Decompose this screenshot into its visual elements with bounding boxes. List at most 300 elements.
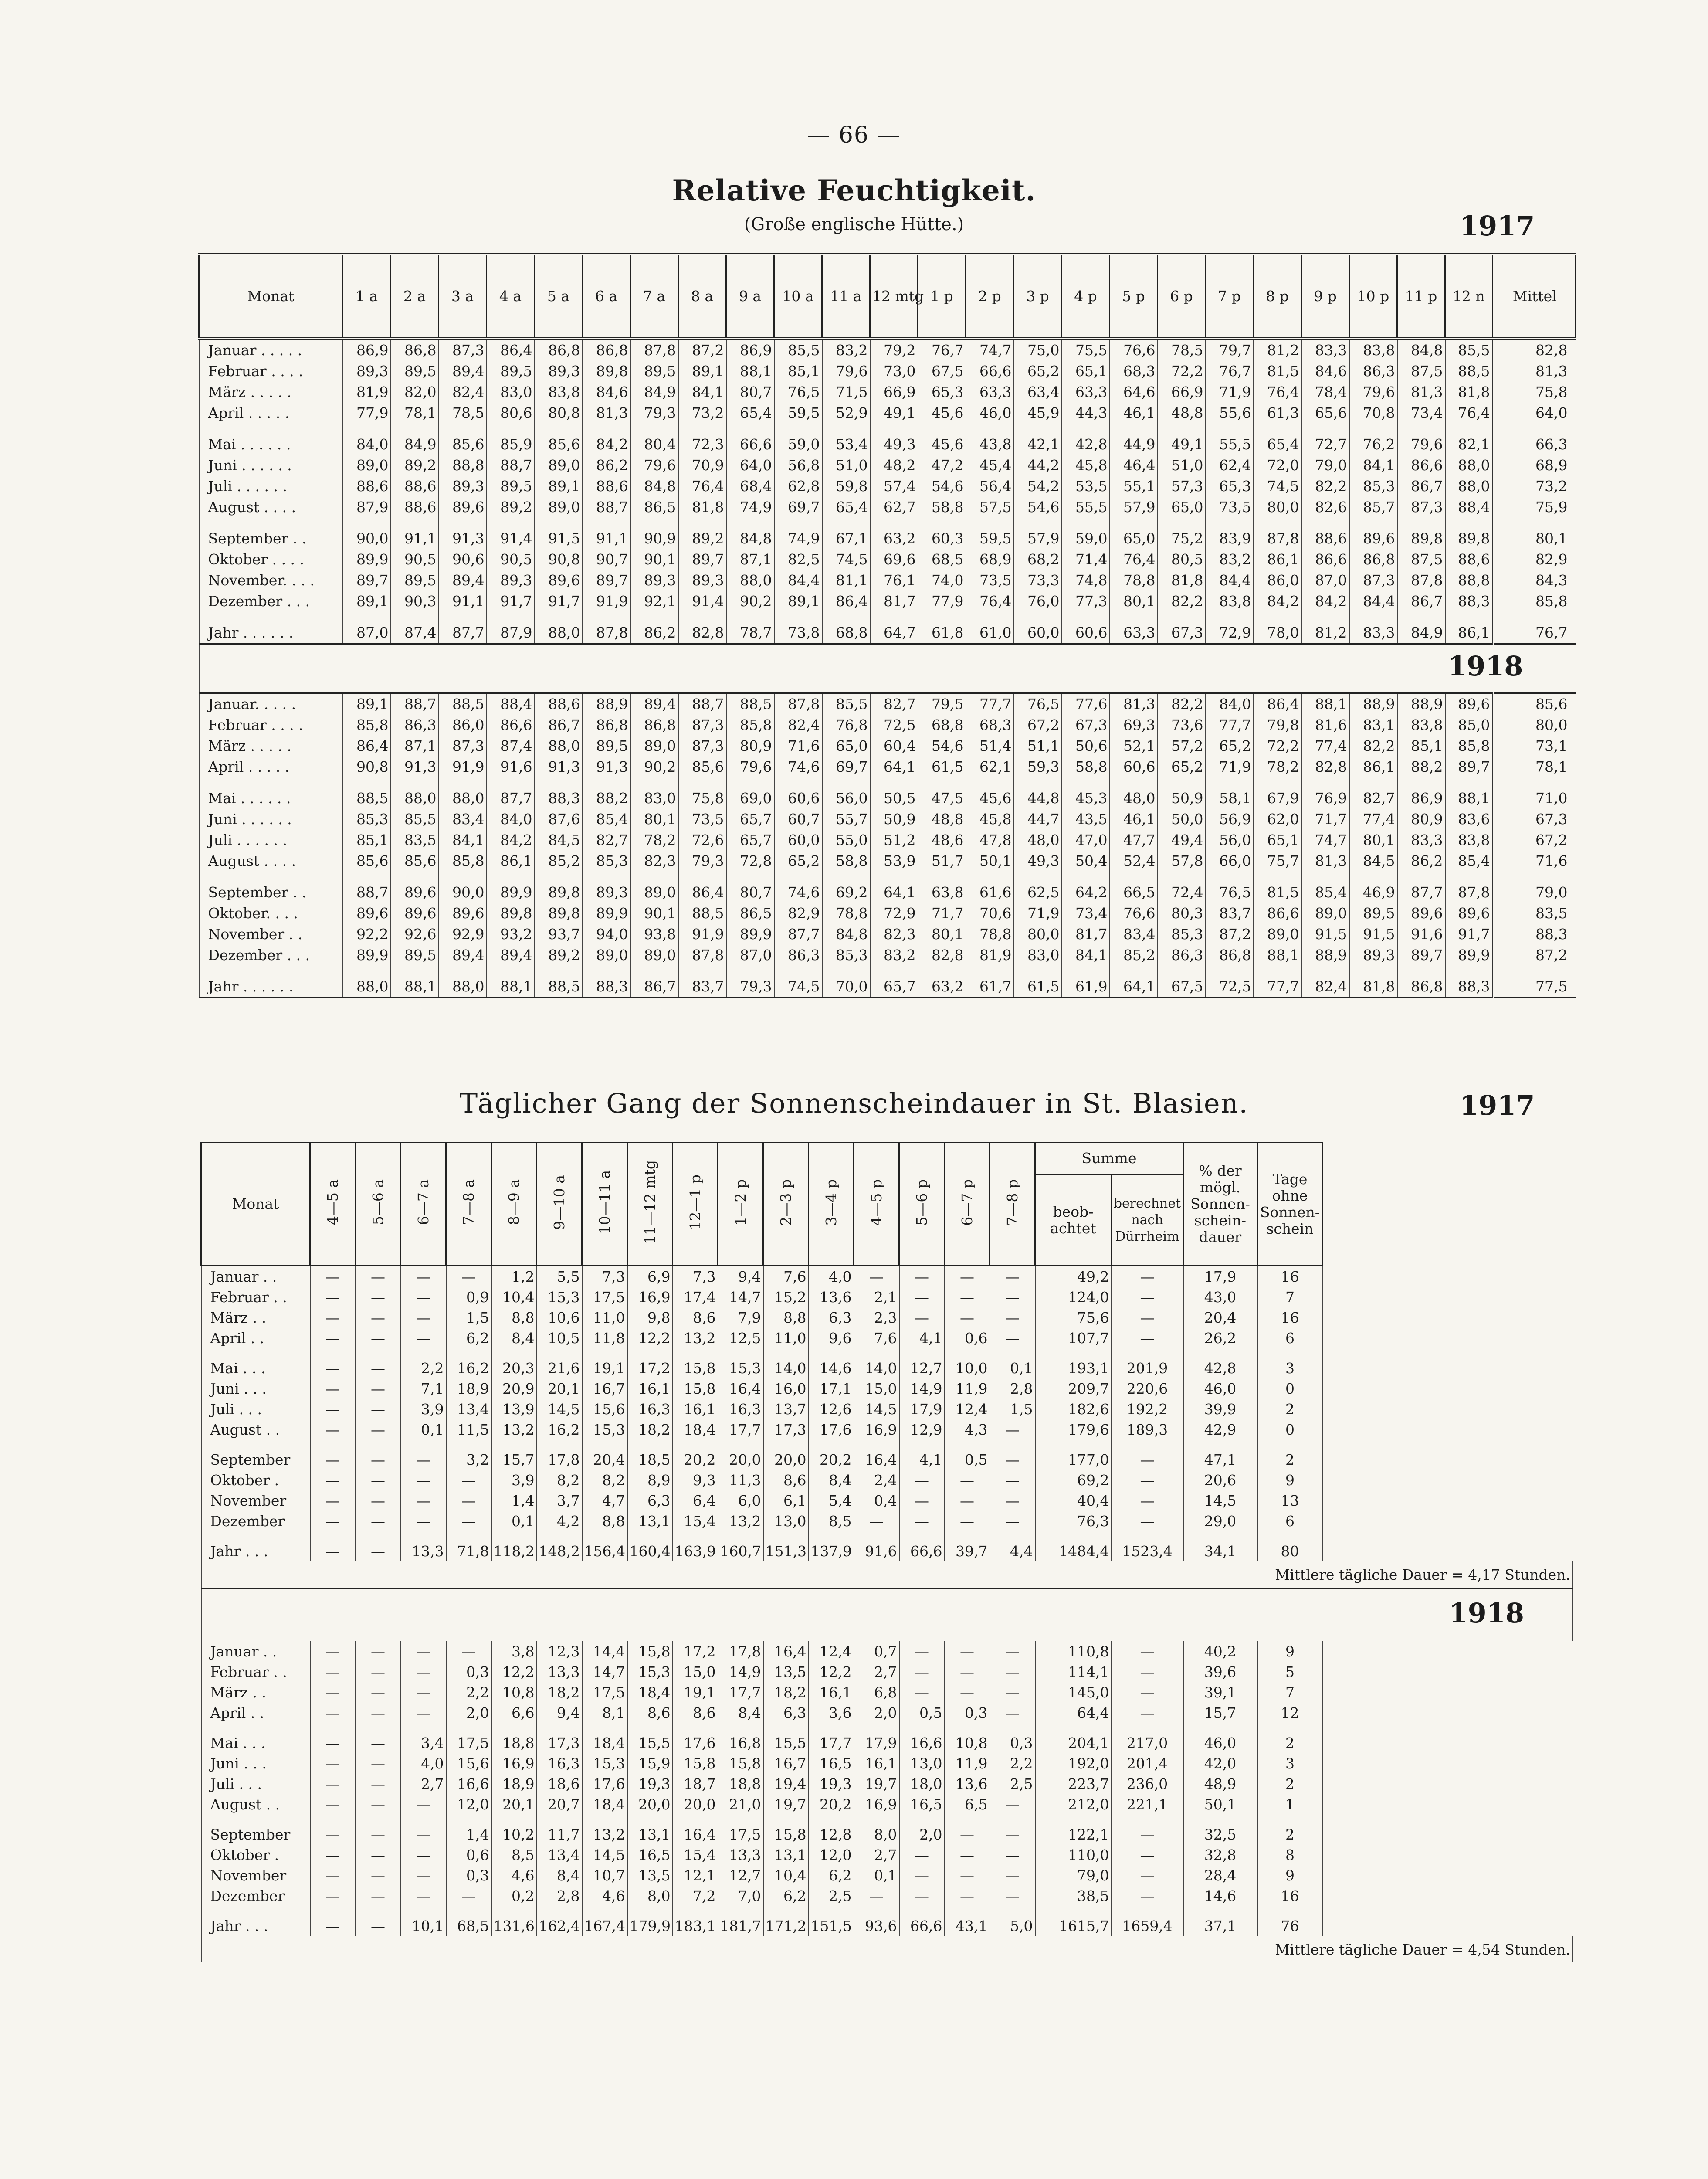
value-cell: 89,3 bbox=[487, 570, 535, 591]
value-cell: 16,9 bbox=[854, 1419, 899, 1440]
value-cell: 74,5 bbox=[822, 549, 870, 570]
value-cell: — bbox=[356, 1703, 401, 1723]
value-cell: 83,8 bbox=[1349, 339, 1397, 361]
value-cell: 90,5 bbox=[391, 549, 439, 570]
value-cell: 44,2 bbox=[1014, 455, 1062, 476]
value-cell: 16,7 bbox=[763, 1753, 809, 1774]
row-month-label: Dezember bbox=[201, 1511, 310, 1531]
value-cell: 15,8 bbox=[718, 1753, 763, 1774]
value-cell: — bbox=[401, 1440, 446, 1470]
mean-cell: 80,1 bbox=[1493, 518, 1576, 549]
observed-cell: 79,0 bbox=[1035, 1865, 1112, 1886]
value-cell: 85,5 bbox=[774, 339, 822, 361]
mean-cell: 73,2 bbox=[1493, 476, 1576, 497]
col-header-interval-label: 12—1 p bbox=[686, 1174, 704, 1230]
table-row bbox=[201, 1266, 1573, 1287]
value-cell: 78,7 bbox=[726, 612, 774, 644]
value-cell: 88,1 bbox=[1254, 945, 1301, 966]
value-cell: 8,4 bbox=[537, 1865, 582, 1886]
value-cell: 89,3 bbox=[1349, 945, 1397, 966]
value-cell: 19,4 bbox=[763, 1774, 809, 1794]
value-cell: 88,1 bbox=[1445, 777, 1493, 809]
value-cell: — bbox=[356, 1865, 401, 1886]
value-cell: 13,2 bbox=[718, 1511, 763, 1531]
value-cell: 89,6 bbox=[535, 570, 583, 591]
value-cell: 91,1 bbox=[439, 591, 487, 612]
col-header-hour: 11 a bbox=[822, 254, 870, 339]
value-cell: 84,4 bbox=[774, 570, 822, 591]
days-cell: 2 bbox=[1257, 1774, 1323, 1794]
table-row bbox=[199, 924, 1576, 945]
value-cell: 7,2 bbox=[673, 1886, 718, 1906]
percent-cell: 47,1 bbox=[1183, 1440, 1257, 1470]
value-cell: 18,2 bbox=[763, 1682, 809, 1703]
value-cell: 55,7 bbox=[822, 809, 870, 830]
value-cell: 58,8 bbox=[1062, 757, 1110, 777]
value-cell: 171,2 bbox=[763, 1906, 809, 1936]
value-cell: 87,4 bbox=[487, 736, 535, 757]
value-cell: 5,5 bbox=[537, 1266, 582, 1287]
row-month-label: November bbox=[201, 1490, 310, 1511]
value-cell: 88,0 bbox=[1445, 455, 1493, 476]
table-row bbox=[201, 1753, 1573, 1774]
computed-cell: 217,0 bbox=[1112, 1723, 1183, 1753]
value-cell: — bbox=[310, 1378, 356, 1399]
value-cell: 60,0 bbox=[774, 830, 822, 851]
value-cell: — bbox=[990, 1662, 1035, 1682]
value-cell: — bbox=[401, 1511, 446, 1531]
value-cell: 90,2 bbox=[630, 757, 678, 777]
value-cell: 86,2 bbox=[583, 455, 630, 476]
value-cell: 64,1 bbox=[870, 872, 918, 903]
value-cell: 45,4 bbox=[966, 455, 1014, 476]
observed-cell: 192,0 bbox=[1035, 1753, 1112, 1774]
value-cell: 72,2 bbox=[1158, 361, 1206, 382]
row-month-label: September bbox=[201, 1815, 310, 1845]
row-month-label: Oktober. . . . bbox=[199, 903, 343, 924]
value-cell: 89,3 bbox=[630, 570, 678, 591]
col-header-interval-label: 10—11 a bbox=[596, 1170, 613, 1235]
value-cell: — bbox=[310, 1287, 356, 1307]
mean-cell: 87,2 bbox=[1493, 945, 1576, 966]
value-cell: 79,3 bbox=[726, 966, 774, 998]
value-cell: 6,2 bbox=[809, 1865, 854, 1886]
value-cell: 64,7 bbox=[870, 612, 918, 644]
percent-cell: 39,9 bbox=[1183, 1399, 1257, 1419]
value-cell: 1,4 bbox=[446, 1815, 491, 1845]
value-cell: 14,5 bbox=[537, 1399, 582, 1419]
value-cell: 14,5 bbox=[582, 1845, 627, 1865]
col-header-hour: 2 a bbox=[391, 254, 439, 339]
value-cell: 85,6 bbox=[343, 851, 391, 872]
value-cell: 88,5 bbox=[678, 903, 726, 924]
value-cell: 51,0 bbox=[1158, 455, 1206, 476]
col-header-interval bbox=[718, 1143, 763, 1266]
value-cell: 91,6 bbox=[487, 757, 535, 777]
value-cell: 3,9 bbox=[401, 1399, 446, 1419]
value-cell: — bbox=[310, 1470, 356, 1490]
value-cell: 91,6 bbox=[854, 1531, 899, 1561]
value-cell: 68,5 bbox=[918, 549, 966, 570]
value-cell: 4,0 bbox=[401, 1753, 446, 1774]
value-cell: 79,2 bbox=[870, 339, 918, 361]
value-cell: 45,6 bbox=[966, 777, 1014, 809]
value-cell: 15,3 bbox=[718, 1348, 763, 1378]
sunshine-title: Täglicher Gang der Sonnenscheindauer in St. Blasien. bbox=[459, 1087, 1249, 1119]
percent-cell: 32,8 bbox=[1183, 1845, 1257, 1865]
value-cell: 8,2 bbox=[537, 1470, 582, 1490]
value-cell: 91,7 bbox=[535, 591, 583, 612]
value-cell: 74,9 bbox=[774, 518, 822, 549]
value-cell: 11,7 bbox=[537, 1815, 582, 1845]
value-cell: 73,0 bbox=[870, 361, 918, 382]
value-cell: 16,6 bbox=[899, 1723, 945, 1753]
value-cell: 84,8 bbox=[822, 924, 870, 945]
value-cell: 65,2 bbox=[774, 851, 822, 872]
days-cell: 9 bbox=[1257, 1641, 1323, 1662]
value-cell: — bbox=[990, 1440, 1035, 1470]
value-cell: — bbox=[356, 1287, 401, 1307]
value-cell: 77,7 bbox=[966, 693, 1014, 715]
value-cell: — bbox=[310, 1886, 356, 1906]
days-cell: 7 bbox=[1257, 1287, 1323, 1307]
percent-cell: 42,8 bbox=[1183, 1348, 1257, 1378]
value-cell: 18,2 bbox=[627, 1419, 673, 1440]
table-row bbox=[199, 809, 1576, 830]
value-cell: 93,2 bbox=[487, 924, 535, 945]
value-cell: 83,0 bbox=[630, 777, 678, 809]
value-cell: 6,3 bbox=[627, 1490, 673, 1511]
observed-cell: 182,6 bbox=[1035, 1399, 1112, 1419]
value-cell: 56,0 bbox=[1206, 830, 1254, 851]
col-header-hour: 8 p bbox=[1254, 254, 1301, 339]
table-row bbox=[201, 1906, 1573, 1936]
value-cell: 118,2 bbox=[491, 1531, 537, 1561]
value-cell: 86,3 bbox=[1349, 361, 1397, 382]
value-cell: 80,4 bbox=[630, 424, 678, 455]
value-cell: 85,0 bbox=[1445, 715, 1493, 736]
value-cell: 87,3 bbox=[1349, 570, 1397, 591]
value-cell: 80,1 bbox=[630, 809, 678, 830]
percent-cell: 28,4 bbox=[1183, 1865, 1257, 1886]
row-month-label: März . . bbox=[201, 1307, 310, 1328]
table-row bbox=[199, 903, 1576, 924]
value-cell: 45,8 bbox=[966, 809, 1014, 830]
value-cell: 68,8 bbox=[918, 715, 966, 736]
observed-cell: 124,0 bbox=[1035, 1287, 1112, 1307]
value-cell: 73,3 bbox=[1014, 570, 1062, 591]
value-cell: — bbox=[446, 1490, 491, 1511]
value-cell: 15,0 bbox=[673, 1662, 718, 1682]
value-cell: — bbox=[401, 1490, 446, 1511]
observed-cell: 209,7 bbox=[1035, 1378, 1112, 1399]
value-cell: 68,4 bbox=[726, 476, 774, 497]
value-cell: 71,9 bbox=[1206, 382, 1254, 403]
value-cell: 13,2 bbox=[491, 1419, 537, 1440]
value-cell: 83,2 bbox=[1206, 549, 1254, 570]
value-cell: 17,2 bbox=[627, 1348, 673, 1378]
value-cell: 13,5 bbox=[627, 1865, 673, 1886]
value-cell: 13,3 bbox=[401, 1531, 446, 1561]
value-cell: 86,6 bbox=[1397, 455, 1445, 476]
value-cell: 181,7 bbox=[718, 1906, 763, 1936]
value-cell: 82,8 bbox=[678, 612, 726, 644]
value-cell: 13,3 bbox=[537, 1662, 582, 1682]
value-cell: 84,2 bbox=[583, 424, 630, 455]
value-cell: 67,2 bbox=[1014, 715, 1062, 736]
value-cell: 16,1 bbox=[627, 1378, 673, 1399]
table-row bbox=[199, 591, 1576, 612]
value-cell: 9,6 bbox=[809, 1328, 854, 1348]
days-cell: 6 bbox=[1257, 1511, 1323, 1531]
computed-cell: — bbox=[1112, 1641, 1183, 1662]
value-cell: 15,8 bbox=[673, 1348, 718, 1378]
value-cell: 77,6 bbox=[1062, 693, 1110, 715]
value-cell: 76,6 bbox=[1110, 339, 1158, 361]
value-cell: 49,4 bbox=[1158, 830, 1206, 851]
value-cell: 78,2 bbox=[1254, 757, 1301, 777]
value-cell: 45,6 bbox=[918, 424, 966, 455]
col-header-hour: 7 a bbox=[630, 254, 678, 339]
value-cell: 50,9 bbox=[1158, 777, 1206, 809]
value-cell: 2,7 bbox=[854, 1662, 899, 1682]
value-cell: 17,5 bbox=[582, 1682, 627, 1703]
mean-cell: 71,6 bbox=[1493, 851, 1576, 872]
value-cell: 81,3 bbox=[1110, 693, 1158, 715]
percent-cell: 46,0 bbox=[1183, 1723, 1257, 1753]
value-cell: 57,3 bbox=[1158, 476, 1206, 497]
value-cell: 65,0 bbox=[822, 736, 870, 757]
value-cell: — bbox=[990, 1641, 1035, 1662]
table-row bbox=[199, 757, 1576, 777]
observed-cell: 122,1 bbox=[1035, 1815, 1112, 1845]
value-cell: 89,7 bbox=[1445, 757, 1493, 777]
col-header-hour: 6 p bbox=[1158, 254, 1206, 339]
value-cell: — bbox=[356, 1307, 401, 1328]
value-cell: 0,6 bbox=[446, 1845, 491, 1865]
value-cell: 86,7 bbox=[535, 715, 583, 736]
sunshine-year-1918: 1918 bbox=[1449, 1597, 1524, 1629]
value-cell: 15,8 bbox=[673, 1378, 718, 1399]
value-cell: 88,7 bbox=[343, 872, 391, 903]
value-cell: 13,0 bbox=[763, 1511, 809, 1531]
value-cell: 91,3 bbox=[439, 518, 487, 549]
value-cell: 86,3 bbox=[774, 945, 822, 966]
value-cell: 91,6 bbox=[1397, 924, 1445, 945]
percent-cell: 37,1 bbox=[1183, 1906, 1257, 1936]
value-cell: 89,0 bbox=[535, 455, 583, 476]
computed-cell: — bbox=[1112, 1490, 1183, 1511]
value-cell: 67,3 bbox=[1158, 612, 1206, 644]
value-cell: 89,8 bbox=[535, 872, 583, 903]
value-cell: 8,8 bbox=[763, 1307, 809, 1328]
table-row bbox=[199, 851, 1576, 872]
table-row bbox=[199, 476, 1576, 497]
value-cell: — bbox=[945, 1307, 990, 1328]
value-cell: 83,2 bbox=[822, 339, 870, 361]
value-cell: 39,7 bbox=[945, 1531, 990, 1561]
value-cell: 6,4 bbox=[673, 1490, 718, 1511]
computed-cell: — bbox=[1112, 1307, 1183, 1328]
value-cell: 70,0 bbox=[822, 966, 870, 998]
value-cell: 151,3 bbox=[763, 1531, 809, 1561]
value-cell: — bbox=[899, 1662, 945, 1682]
value-cell: 89,4 bbox=[439, 361, 487, 382]
value-cell: 48,6 bbox=[918, 830, 966, 851]
value-cell: 84,1 bbox=[1062, 945, 1110, 966]
row-month-label: Mai . . . . . . bbox=[199, 424, 343, 455]
col-header-hour: 3 a bbox=[439, 254, 487, 339]
value-cell: 0,9 bbox=[446, 1287, 491, 1307]
value-cell: 89,0 bbox=[1301, 903, 1349, 924]
value-cell: 12,2 bbox=[491, 1662, 537, 1682]
table-row bbox=[199, 382, 1576, 403]
value-cell: 59,3 bbox=[1014, 757, 1062, 777]
value-cell: — bbox=[356, 1815, 401, 1845]
value-cell: 17,5 bbox=[582, 1287, 627, 1307]
value-cell: 70,9 bbox=[678, 455, 726, 476]
value-cell: 17,5 bbox=[446, 1723, 491, 1753]
col-header-month: Monat bbox=[201, 1143, 310, 1266]
value-cell: 71,7 bbox=[918, 903, 966, 924]
value-cell: 70,6 bbox=[966, 903, 1014, 924]
value-cell: 82,0 bbox=[391, 382, 439, 403]
value-cell: 65,6 bbox=[1301, 403, 1349, 424]
value-cell: 91,7 bbox=[1445, 924, 1493, 945]
col-header-hour: 8 a bbox=[678, 254, 726, 339]
value-cell: 55,5 bbox=[1062, 497, 1110, 518]
value-cell: 73,4 bbox=[1062, 903, 1110, 924]
value-cell: 9,4 bbox=[537, 1703, 582, 1723]
value-cell: 93,7 bbox=[535, 924, 583, 945]
value-cell: 51,4 bbox=[966, 736, 1014, 757]
computed-cell: — bbox=[1112, 1511, 1183, 1531]
value-cell: 85,6 bbox=[535, 424, 583, 455]
value-cell: 92,9 bbox=[439, 924, 487, 945]
value-cell: 83,3 bbox=[1301, 339, 1349, 361]
col-header-interval bbox=[627, 1143, 673, 1266]
value-cell: 87,7 bbox=[439, 612, 487, 644]
value-cell: 10,2 bbox=[491, 1815, 537, 1845]
value-cell: — bbox=[310, 1794, 356, 1815]
value-cell: 88,6 bbox=[1445, 549, 1493, 570]
mean-cell: 73,1 bbox=[1493, 736, 1576, 757]
value-cell: 90,0 bbox=[439, 872, 487, 903]
mean-duration-note-1918: Mittlere tägliche Dauer = 4,54 Stunden. bbox=[201, 1936, 1573, 1962]
value-cell: 65,4 bbox=[726, 403, 774, 424]
value-cell: 79,3 bbox=[678, 851, 726, 872]
value-cell: 81,3 bbox=[1301, 851, 1349, 872]
days-cell: 16 bbox=[1257, 1266, 1323, 1287]
value-cell: 89,8 bbox=[583, 361, 630, 382]
row-month-label: März . . bbox=[201, 1682, 310, 1703]
value-cell: 61,9 bbox=[1062, 966, 1110, 998]
value-cell: 46,1 bbox=[1110, 809, 1158, 830]
value-cell: 47,0 bbox=[1062, 830, 1110, 851]
value-cell: 12,6 bbox=[809, 1399, 854, 1419]
value-cell: 8,6 bbox=[673, 1703, 718, 1723]
mean-cell: 85,8 bbox=[1493, 591, 1576, 612]
value-cell: 90,7 bbox=[583, 549, 630, 570]
value-cell: 50,6 bbox=[1062, 736, 1110, 757]
value-cell: 14,7 bbox=[582, 1662, 627, 1682]
value-cell: 89,1 bbox=[774, 591, 822, 612]
table-row bbox=[201, 1641, 1573, 1662]
row-month-label: Jahr . . . bbox=[201, 1531, 310, 1561]
col-header-hour: 4 a bbox=[487, 254, 535, 339]
value-cell: 91,9 bbox=[583, 591, 630, 612]
value-cell: 83,8 bbox=[1445, 830, 1493, 851]
value-cell: 75,2 bbox=[1158, 518, 1206, 549]
value-cell: 167,4 bbox=[582, 1906, 627, 1936]
value-cell: 16,4 bbox=[673, 1815, 718, 1845]
value-cell: 85,3 bbox=[583, 851, 630, 872]
value-cell: 13,1 bbox=[627, 1815, 673, 1845]
value-cell: 61,3 bbox=[1254, 403, 1301, 424]
humidity-table bbox=[198, 253, 1576, 998]
value-cell: 8,2 bbox=[582, 1470, 627, 1490]
value-cell: 86,0 bbox=[1254, 570, 1301, 591]
table-row bbox=[199, 549, 1576, 570]
value-cell: — bbox=[310, 1662, 356, 1682]
value-cell: 46,4 bbox=[1110, 455, 1158, 476]
value-cell: 10,4 bbox=[763, 1865, 809, 1886]
value-cell: 79,8 bbox=[1254, 715, 1301, 736]
value-cell: 66,6 bbox=[726, 424, 774, 455]
value-cell: 6,9 bbox=[627, 1266, 673, 1287]
value-cell: — bbox=[854, 1266, 899, 1287]
computed-cell: 192,2 bbox=[1112, 1399, 1183, 1419]
value-cell: 81,7 bbox=[1062, 924, 1110, 945]
value-cell: — bbox=[356, 1490, 401, 1511]
value-cell: — bbox=[310, 1531, 356, 1561]
value-cell: 87,3 bbox=[439, 736, 487, 757]
mean-cell: 68,9 bbox=[1493, 455, 1576, 476]
col-header-month: Monat bbox=[199, 254, 343, 339]
value-cell: 76,4 bbox=[966, 591, 1014, 612]
value-cell: 86,5 bbox=[726, 903, 774, 924]
value-cell: 7,3 bbox=[673, 1266, 718, 1287]
value-cell: — bbox=[310, 1511, 356, 1531]
value-cell: 16,4 bbox=[763, 1641, 809, 1662]
value-cell: 163,9 bbox=[673, 1531, 718, 1561]
value-cell: 69,6 bbox=[870, 549, 918, 570]
value-cell: 88,6 bbox=[391, 476, 439, 497]
mean-cell: 81,3 bbox=[1493, 361, 1576, 382]
value-cell: 86,8 bbox=[630, 715, 678, 736]
value-cell: 11,9 bbox=[945, 1753, 990, 1774]
value-cell: 11,0 bbox=[763, 1328, 809, 1348]
value-cell: 76,1 bbox=[870, 570, 918, 591]
value-cell: — bbox=[446, 1511, 491, 1531]
value-cell: 89,4 bbox=[439, 945, 487, 966]
observed-cell: 177,0 bbox=[1035, 1440, 1112, 1470]
value-cell: 67,9 bbox=[1254, 777, 1301, 809]
value-cell: 73,6 bbox=[1158, 715, 1206, 736]
table-row bbox=[199, 455, 1576, 476]
value-cell: 3,7 bbox=[537, 1490, 582, 1511]
value-cell: 90,3 bbox=[391, 591, 439, 612]
row-month-label: Januar . . bbox=[201, 1266, 310, 1287]
row-month-label: November bbox=[201, 1865, 310, 1886]
value-cell: 2,7 bbox=[854, 1845, 899, 1865]
value-cell: 18,4 bbox=[627, 1682, 673, 1703]
value-cell: 16,4 bbox=[718, 1378, 763, 1399]
value-cell: 82,1 bbox=[1445, 424, 1493, 455]
value-cell: 87,7 bbox=[487, 777, 535, 809]
value-cell: 1,5 bbox=[446, 1307, 491, 1328]
value-cell: 89,0 bbox=[343, 455, 391, 476]
